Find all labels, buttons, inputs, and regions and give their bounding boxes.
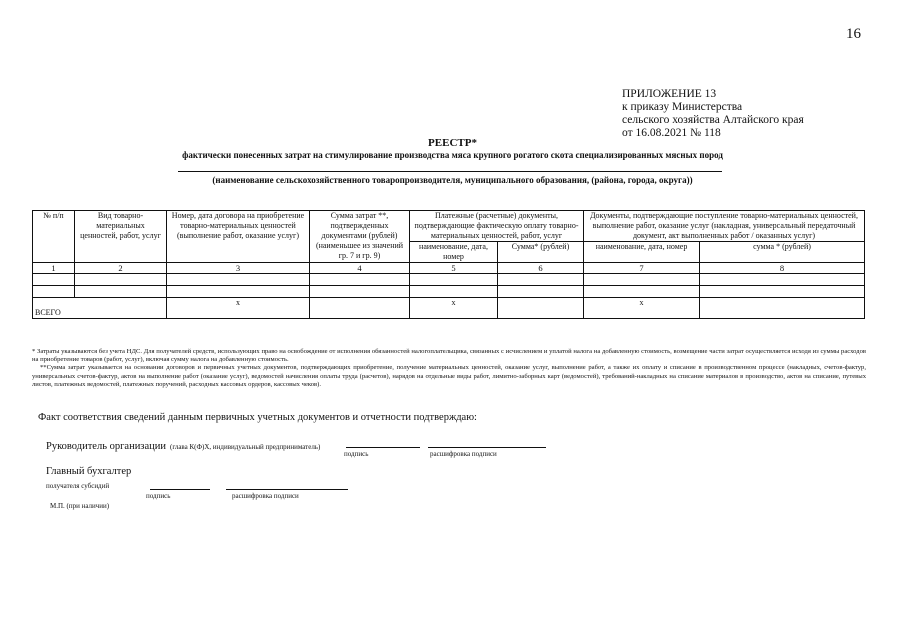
header-goods: Вид товарно-материальных ценностей, работ, услуг	[75, 211, 167, 263]
total-cross-receipt: x	[584, 298, 700, 319]
column-number-row	[33, 263, 865, 274]
head-signature-caption: подпись	[344, 450, 369, 458]
table-cell	[410, 274, 498, 286]
table-cell	[498, 274, 584, 286]
table-row	[33, 274, 865, 286]
annex-date: от 16.08.2021 № 118	[622, 127, 721, 139]
footnote-vat: * Затраты указываются без учета НДС. Для получателей средств, использующих право на освобождение от исполнения обязанностей налогоплательщика, связанных с исчислением и уплатой налога на добавленную стоимость, возмещение части затрат осуществляется исходя из суммы расходов на приобретение товаров (работ, услуг), включая сумму налога на добавленную стоимость.	[32, 348, 866, 364]
column-number: 8	[700, 263, 865, 274]
head-signature-label	[46, 436, 320, 454]
accountant-decoding-caption: расшифровка подписи	[232, 492, 299, 500]
annex-block	[622, 88, 804, 140]
column-number: 2	[75, 263, 167, 274]
annex-order: к приказу Министерства	[622, 101, 743, 113]
footnote-costs: **Сумма затрат указывается на основании договоров и первичных учетных документов, подтверждающих приобретение, получение материальных ценностей, оказание услуг, выполнение работ, а также их оплату и списание в производственном процессе (накладных, счетов-фактур, универсальных счетов-фактур, актов на выполнение работ (оказание услуг), ведомостей начисления оплаты труда (расчетов), нарядов на отдельные виды работ, лимитно-заборных карт (ведомостей), требований-накладных на списание материалов в производство, актов на списание, путевых листов, платежных ведомостей, платежных поручений, расходных кассовых ордеров, кассовых чеков).	[32, 364, 866, 388]
header-num: № п/п	[33, 211, 75, 263]
accountant-signature-caption: подпись	[146, 492, 171, 500]
head-decoding-caption: расшифровка подписи	[430, 450, 497, 458]
stamp-label: М.П. (при наличии)	[50, 502, 110, 510]
total-payment-sum	[498, 298, 584, 319]
table-cell	[33, 286, 75, 298]
accountant-decoding-line	[226, 489, 348, 490]
accountant-signature-line	[150, 489, 210, 490]
producer-caption: (наименование сельскохозяйственного товаропроизводителя, муниципального образования, (района, города, округа))	[212, 175, 693, 185]
header-payment-sum: Сумма* (рублей)	[498, 242, 584, 263]
column-number: 6	[498, 263, 584, 274]
annex-ministry: сельского хозяйства Алтайского края	[622, 114, 804, 126]
column-number: 7	[584, 263, 700, 274]
table-cell	[75, 286, 167, 298]
document-title: РЕЕСТР*	[428, 137, 477, 149]
table-cell	[584, 286, 700, 298]
total-cross-payment: x	[410, 298, 498, 319]
total-sum-costs	[310, 298, 410, 319]
head-label: Руководитель организации	[46, 441, 166, 452]
table-cell	[410, 286, 498, 298]
header-payment-docs: Платежные (расчетные) документы, подтверждающие фактическую оплату товарно-материальных ценностей, работ, услуг	[410, 211, 584, 242]
total-cross-contract: x	[167, 298, 310, 319]
table-cell	[75, 274, 167, 286]
recipient-label: получателя субсидий	[46, 482, 110, 490]
document-subtitle: фактически понесенных затрат на стимулирование производства мяса крупного рогатого скота специализированных мясных пород	[182, 150, 723, 160]
column-number: 4	[310, 263, 410, 274]
column-number: 3	[167, 263, 310, 274]
table-cell	[584, 274, 700, 286]
header-sum-costs-note: (наименьшее из значений гр. 7 и гр. 9)	[315, 241, 404, 260]
column-number: 1	[33, 263, 75, 274]
total-row	[33, 298, 865, 319]
annex-title: ПРИЛОЖЕНИЕ 13	[622, 88, 717, 100]
header-contract: Номер, дата договора на приобретение товарно-материальных ценностей (выполнение работ, оказание услуг)	[167, 211, 310, 263]
table-cell	[310, 286, 410, 298]
table-cell	[167, 274, 310, 286]
accountant-label: Главный бухгалтер	[46, 466, 132, 477]
total-receipt-sum	[700, 298, 865, 319]
header-receipt-sum: сумма * (рублей)	[700, 242, 865, 263]
head-sub-label: (глава К(Ф)Х, индивидуальный предприниматель)	[169, 443, 321, 451]
table-cell	[167, 286, 310, 298]
table-cell	[700, 274, 865, 286]
head-decoding-line	[428, 447, 546, 448]
confirmation-text: Факт соответствия сведений данным первичных учетных документов и отчетности подтверждаю:	[38, 412, 477, 423]
head-signature-line	[346, 447, 420, 448]
column-number: 5	[410, 263, 498, 274]
header-payment-name: наименование, дата, номер	[410, 242, 498, 263]
page-number: 16	[846, 26, 861, 42]
producer-name-line	[178, 171, 722, 172]
table-cell	[700, 286, 865, 298]
header-sum-costs	[310, 211, 410, 263]
table-cell	[498, 286, 584, 298]
table-row	[33, 286, 865, 298]
table-cell	[310, 274, 410, 286]
header-sum-costs-label: Сумма затрат **, подтвержденных документами (рублей)	[321, 211, 398, 240]
registry-table	[32, 210, 865, 319]
footnotes	[32, 348, 866, 389]
header-receipt-docs: Документы, подтверждающие поступление товарно-материальных ценностей, выполнение работ, оказание услуг (накладная, универсальный передаточный документ, акт выполненных работ / оказанных услуг)	[584, 211, 865, 242]
table-cell	[33, 274, 75, 286]
total-label: ВСЕГО	[33, 298, 167, 319]
header-receipt-name: наименование, дата, номер	[584, 242, 700, 263]
